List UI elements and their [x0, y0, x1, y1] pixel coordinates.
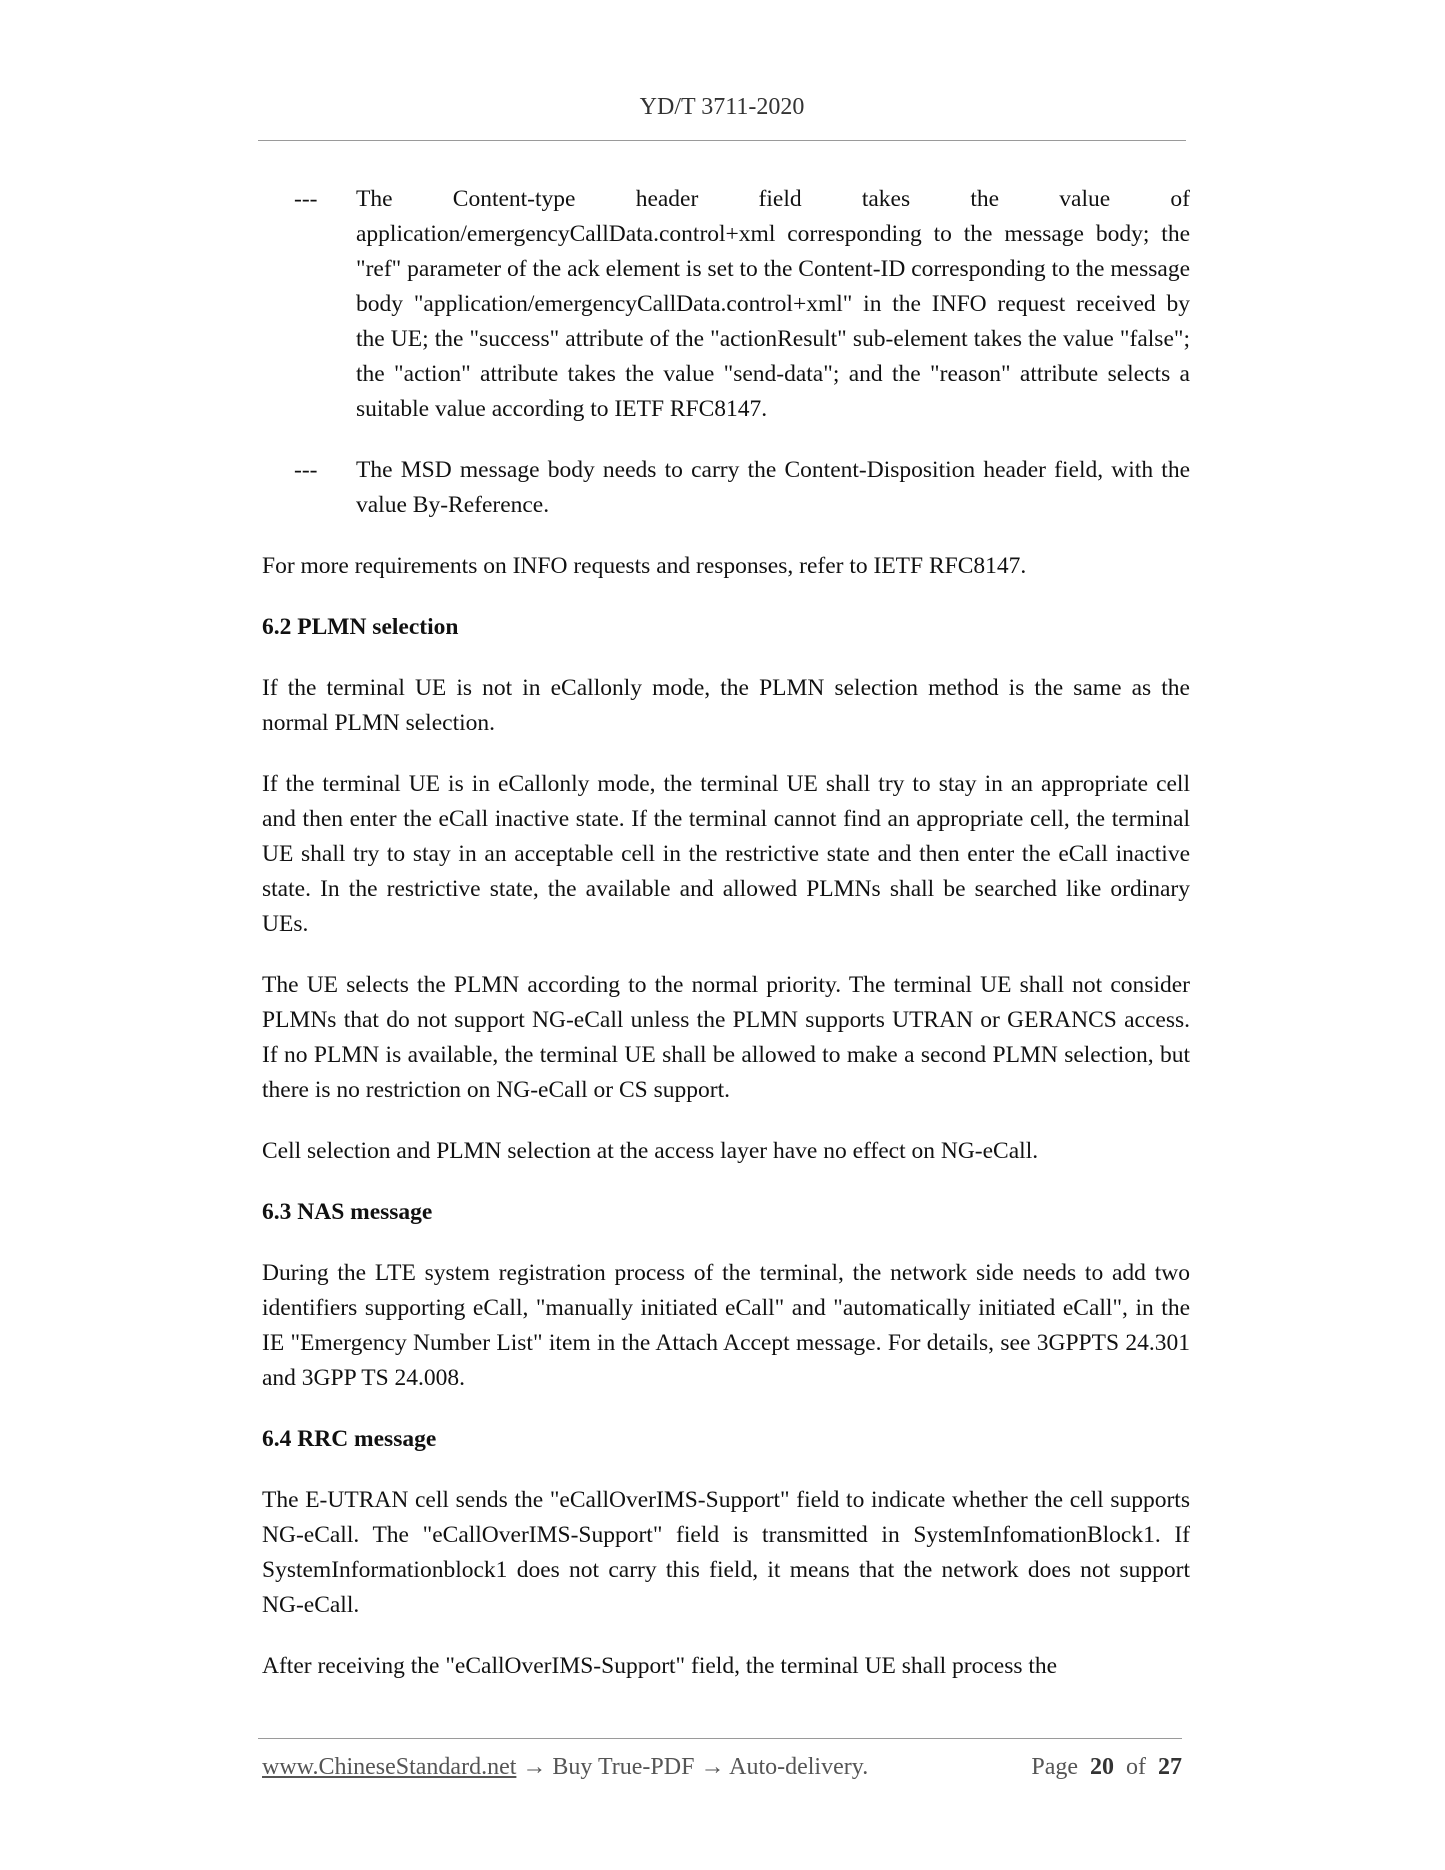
paragraph: The E-UTRAN cell sends the "eCallOverIMS-Support" field to indicate whether the cell supports NG-eCall. The "eCallOverIMS-Support" field is transmitted in SystemInfomationBlock1. If SystemInformationblock1 does not carry this field, it means that the network does not support NG-eCall.: [262, 1487, 1190, 1618]
list-marker: ---: [294, 457, 318, 483]
paragraph: If the terminal UE is not in eCallonly mode, the PLMN selection method is the same as the normal PLMN selection.: [262, 675, 1190, 736]
current-page: 20: [1090, 1754, 1114, 1780]
page-label: Page: [1031, 1754, 1078, 1780]
page-number: [1031, 1754, 1182, 1781]
list-item-text: The Content-type header field takes the value of application/emergencyCallData.control+xml corresponding to the message body; the "ref" parameter of the ack element is set to the Content-ID corresponding to the message body "application/emergencyCallData.control+xml" in the INFO request received by the UE; the "success" attribute of the "actionResult" sub-element takes the value "false"; the "action" attribute takes the value "send-data"; and the "reason" attribute selects a suitable value according to IETF RFC8147.: [356, 186, 1190, 422]
paragraph: During the LTE system registration process of the terminal, the network side needs to add two identifiers supporting eCall, "manually initiated eCall" and "automatically initiated eCall", in the IE "Emergency Number List" item in the Attach Accept message. For details, see 3GPPTS 24.301 and 3GPP TS 24.008.: [262, 1260, 1190, 1391]
paragraph: The UE selects the PLMN according to the normal priority. The terminal UE shall not consider PLMNs that do not support NG-eCall unless the PLMN supports UTRAN or GERANCS access. If no PLMN is available, the terminal UE shall be allowed to make a second PLMN selection, but there is no restriction on NG-eCall or CS support.: [262, 972, 1190, 1103]
section-heading: 6.3 NAS message: [262, 1199, 433, 1225]
section-heading: 6.2 PLMN selection: [262, 614, 459, 640]
footer-promo: [262, 1754, 868, 1780]
site-link[interactable]: www.ChineseStandard.net: [262, 1754, 517, 1780]
page-footer: [262, 1754, 1182, 1781]
promo-text: → Buy True-PDF → Auto-delivery.: [516, 1754, 869, 1780]
section-heading: 6.4 RRC message: [262, 1426, 437, 1452]
list-item-text: The MSD message body needs to carry the Content-Disposition header field, with the value By-Reference.: [356, 457, 1190, 518]
paragraph: After receiving the "eCallOverIMS-Support" field, the terminal UE shall process the: [262, 1653, 1058, 1679]
list-item: [262, 453, 1190, 523]
paragraph: If the terminal UE is in eCallonly mode, the terminal UE shall try to stay in an appropriate cell and then enter the eCall inactive state. If the terminal cannot find an appropriate cell, the terminal UE shall try to stay in an acceptable cell in the restrictive state and then enter the eCall inactive state. In the restrictive state, the available and allowed PLMNs shall be searched like ordinary UEs.: [262, 771, 1190, 937]
paragraph: Cell selection and PLMN selection at the access layer have no effect on NG-eCall.: [262, 1138, 1039, 1164]
paragraph: For more requirements on INFO requests and responses, refer to IETF RFC8147.: [262, 553, 1027, 579]
document-body: [262, 182, 1190, 1710]
list-marker: ---: [294, 186, 318, 212]
of-label: of: [1126, 1754, 1146, 1780]
header-divider: [258, 140, 1186, 141]
document-header: YD/T 3711-2020: [639, 94, 805, 120]
list-item: [262, 182, 1190, 427]
total-pages: 27: [1158, 1754, 1182, 1780]
footer-divider: [258, 1738, 1182, 1739]
